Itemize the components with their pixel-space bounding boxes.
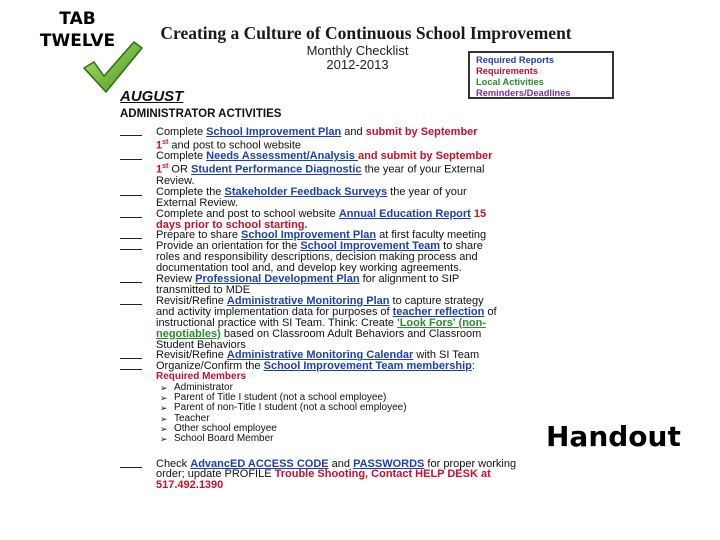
checklist-row: [120, 480, 590, 491]
month-heading: AUGUST: [120, 88, 184, 105]
indent: [120, 176, 142, 187]
text-run: Prepare to share: [156, 229, 241, 242]
checkbox-line[interactable]: [120, 459, 142, 468]
indent: [120, 220, 142, 231]
text-run: Review: [156, 273, 196, 286]
text-run[interactable]: teacher reflection: [392, 305, 485, 318]
text-run: 1: [156, 139, 163, 152]
text-run[interactable]: Stakeholder Feedback Surveys: [224, 185, 388, 198]
text-run: Provide an orientation for the: [156, 240, 301, 253]
text-run: Complete: [156, 126, 207, 138]
indent: [120, 329, 142, 340]
subtitle-line-1: Monthly Checklist: [306, 43, 409, 58]
text-run[interactable]: Administrative Monitoring Calendar: [226, 349, 414, 362]
text-run: 517.492.1390: [156, 479, 224, 492]
checklist-row: [120, 162, 590, 176]
checkbox-line[interactable]: [120, 361, 142, 370]
text-run: Organize/Confirm the: [156, 360, 264, 373]
text-run: Revisit/Refine: [156, 294, 227, 307]
text-run: to share: [440, 240, 483, 253]
text-run[interactable]: PASSWORDS: [353, 457, 425, 470]
text-run[interactable]: School Improvement Plan: [241, 229, 377, 242]
member-label: Teacher: [174, 412, 210, 424]
indent: [120, 263, 142, 274]
indent: [120, 307, 142, 318]
checklist-row: [120, 127, 590, 138]
text-run: Check: [156, 457, 191, 470]
indent: [120, 318, 142, 329]
member-label: Other school employee: [174, 422, 277, 434]
text-run: instructional practice with SI Team. Think: Create: [156, 316, 398, 329]
text-run: st: [162, 138, 169, 146]
legend-required-reports: Required Reports: [476, 55, 555, 65]
indent: [120, 138, 142, 152]
required-members: [120, 372, 590, 444]
text-run: Revisit/Refine: [156, 349, 227, 362]
text-run[interactable]: Needs Assessment/Analysis: [206, 150, 358, 163]
text-run: :: [471, 360, 475, 373]
indent: [120, 162, 142, 176]
text-run: for proper working: [424, 457, 517, 470]
checklist-text: [156, 151, 590, 162]
section-heading: ADMINISTRATOR ACTIVITIES: [120, 108, 282, 120]
checklist-text: [156, 138, 590, 152]
text-run: at first faculty meeting: [376, 229, 487, 242]
checkbox-line[interactable]: [120, 209, 142, 218]
member-label: Parent of non-Title I student (not a school employee): [174, 402, 407, 414]
indent: [120, 252, 142, 263]
text-run: Student Behaviors: [156, 338, 246, 351]
text-run: 1: [156, 164, 163, 177]
text-run: of: [484, 305, 497, 318]
arrow-bullet-icon: ➢: [160, 382, 168, 393]
checklist-row: [120, 138, 590, 152]
text-run: the year of your: [387, 185, 467, 198]
text-run[interactable]: negotiables): [156, 327, 221, 340]
checklist-text: [156, 480, 590, 491]
text-run[interactable]: School Improvement Team membership: [263, 360, 472, 373]
text-run: and post to school website: [168, 139, 302, 152]
text-run: to capture strategy: [389, 294, 484, 307]
text-run: and: [341, 126, 366, 138]
text-run[interactable]: Student Performance Diagnostic: [190, 164, 362, 177]
member-label: Administrator: [174, 381, 233, 393]
checklist-text: [156, 162, 590, 176]
text-run: and submit by September: [357, 150, 493, 163]
text-run: and activity implementation data for purposes of: [156, 305, 393, 318]
indent: [120, 469, 142, 480]
text-run: Review.: [156, 174, 195, 187]
legend-local-activities: Local Activities: [476, 77, 544, 87]
text-run[interactable]: School Improvement Team: [300, 240, 441, 253]
indent: [120, 480, 142, 491]
checklist-text: [156, 127, 590, 138]
tab-label-line-1: TAB: [59, 9, 96, 29]
checkbox-line[interactable]: [120, 187, 142, 196]
text-run: transmitted to MDE: [156, 284, 251, 296]
text-run: documentation tool and, and develop key working agreements.: [156, 262, 462, 275]
text-run: order; update PROFILE: [156, 468, 275, 481]
text-run: Complete: [156, 150, 207, 163]
text-run: Complete and post to school website: [156, 207, 339, 220]
text-run[interactable]: Annual Education Report: [338, 207, 471, 220]
indent: [120, 285, 142, 296]
handout-label: Handout: [546, 420, 681, 453]
members-heading: Required Members: [156, 371, 247, 383]
text-run: the year of your External: [361, 164, 485, 177]
text-run: for alignment to SIP: [359, 273, 460, 286]
indent: [120, 340, 142, 351]
page-title: Creating a Culture of Continuous School Improvement: [160, 23, 572, 43]
checkbox-line[interactable]: [120, 274, 142, 283]
checkbox-line[interactable]: [120, 350, 142, 359]
text-run: st: [162, 163, 169, 171]
text-run[interactable]: AdvancED ACCESS CODE: [190, 457, 329, 470]
arrow-bullet-icon: ➢: [160, 393, 168, 404]
text-run[interactable]: 'Look Fors' (non-: [397, 316, 487, 329]
text-run: with SI Team: [413, 349, 480, 362]
subtitle-line-2: 2012-2013: [326, 57, 389, 72]
legend-requirements: Requirements: [476, 66, 538, 76]
text-run: OR: [168, 164, 191, 177]
arrow-bullet-icon: ➢: [160, 434, 168, 445]
checkbox-line[interactable]: [120, 127, 142, 136]
member-item: [156, 403, 590, 413]
member-label: Parent of Title I student (not a school employee): [174, 392, 387, 404]
checklist: [120, 127, 590, 491]
text-run[interactable]: Professional Development Plan: [195, 273, 360, 286]
text-run: Trouble Shooting, Contact HELP DESK at: [274, 468, 491, 481]
text-run: based on Classroom Adult Behaviors and Classroom: [220, 327, 482, 340]
checklist-row: [120, 151, 590, 162]
text-run[interactable]: Administrative Monitoring Plan: [226, 294, 390, 307]
indent: [120, 198, 142, 209]
checkbox-line[interactable]: [120, 151, 142, 160]
member-item: [156, 434, 590, 444]
color-legend: [468, 51, 614, 99]
text-run: 15: [470, 207, 487, 220]
arrow-bullet-icon: ➢: [160, 423, 168, 434]
arrow-bullet-icon: ➢: [160, 413, 168, 424]
text-run: Complete the: [156, 185, 225, 198]
checkbox-line[interactable]: [120, 296, 142, 305]
checkbox-line[interactable]: [120, 230, 142, 239]
text-run: and: [328, 457, 354, 470]
member-label: School Board Member: [174, 433, 274, 445]
text-run: External Review.: [156, 196, 238, 209]
text-run: roles and responsibility descriptions, decision making process and: [156, 251, 478, 264]
text-run: submit by September: [365, 126, 478, 138]
legend-reminders-deadlines: Reminders/Deadlines: [476, 88, 571, 98]
checkbox-line[interactable]: [120, 241, 142, 250]
text-run[interactable]: School Improvement Plan: [206, 126, 342, 138]
text-run: days prior to school starting.: [156, 218, 308, 231]
arrow-bullet-icon: ➢: [160, 403, 168, 414]
tab-label-line-2: TWELVE: [39, 31, 116, 51]
